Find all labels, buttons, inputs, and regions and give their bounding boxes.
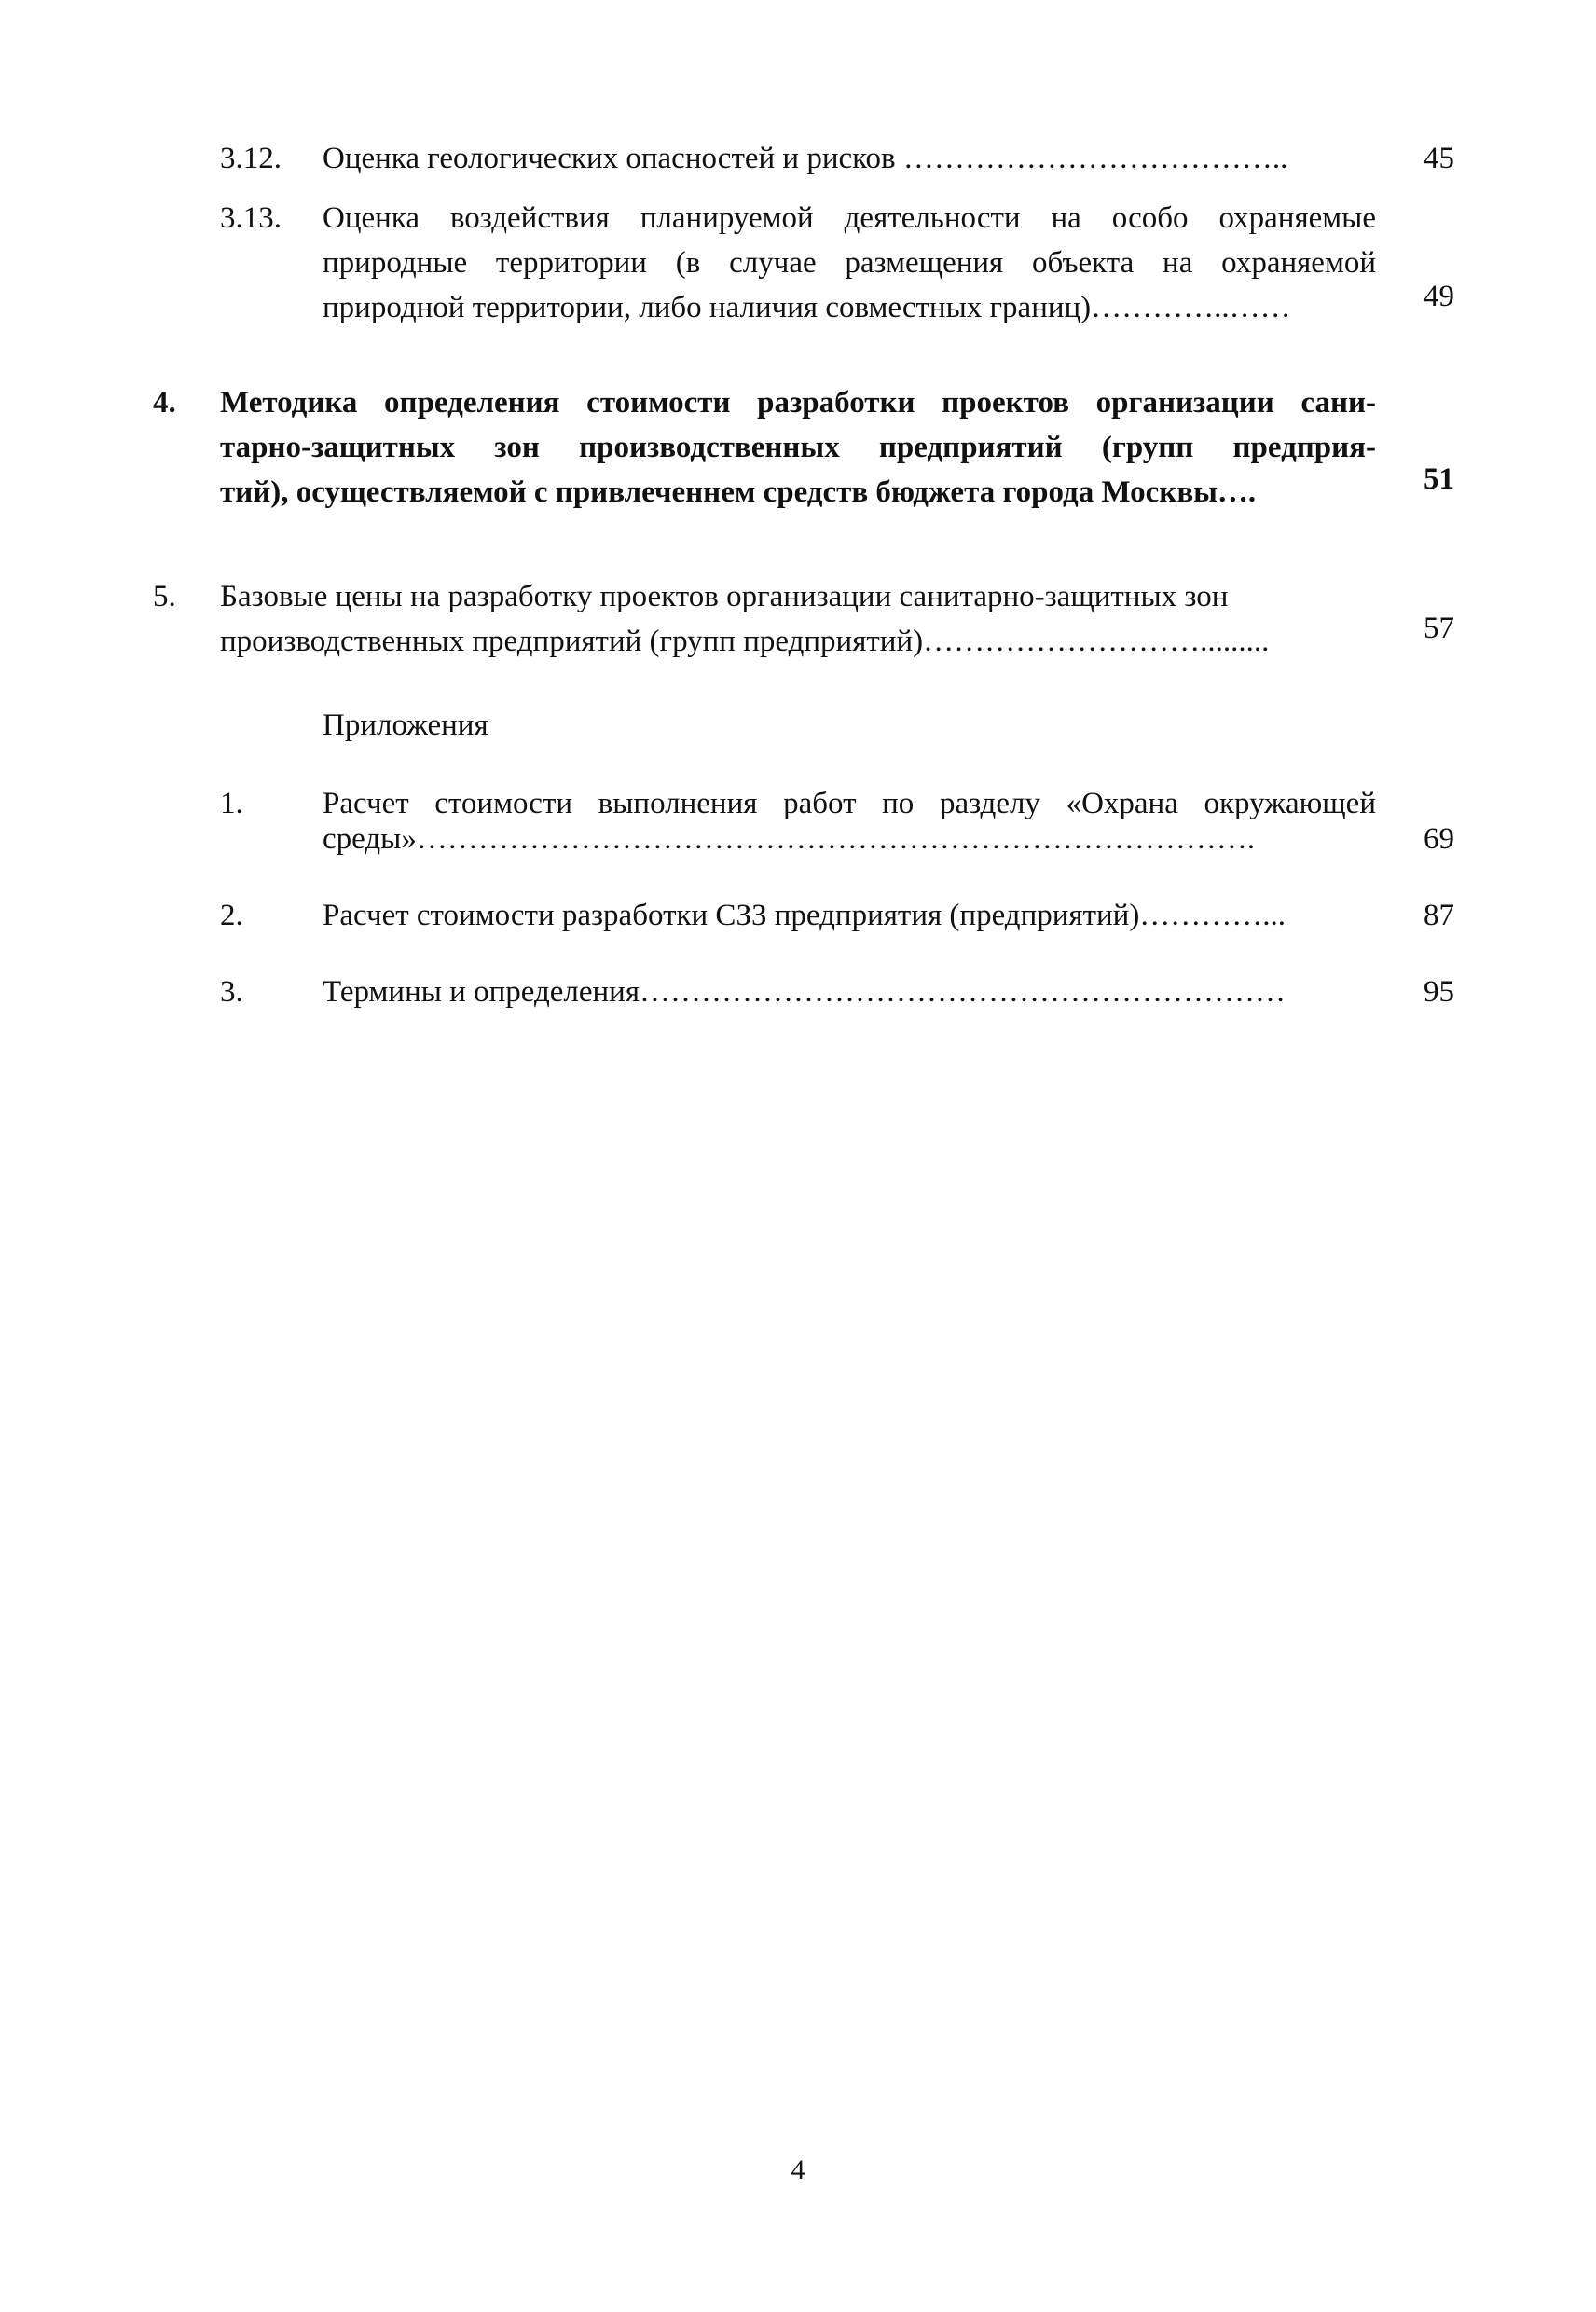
toc-entry-title: Термины и определения……………………………………………………… bbox=[323, 975, 1286, 1009]
toc-entry-number: 2. bbox=[220, 899, 243, 932]
page-number: 4 bbox=[791, 2154, 805, 2185]
toc-entry-title-line: тий), осуществляемой с привлеченнем средств бюджета города Москвы…. bbox=[220, 475, 1257, 509]
toc-entry-page: 87 bbox=[1424, 899, 1454, 932]
toc-entry-number: 3.13. bbox=[220, 201, 282, 235]
toc-entry-title-line: Базовые цены на разработку проектов организации санитарно-защитных зон bbox=[220, 580, 1229, 613]
toc-entry-page: 45 bbox=[1424, 142, 1454, 175]
toc-entry-title: Оценка геологических опасностей и рисков ……………………………….. bbox=[323, 142, 1288, 175]
toc-entry-title-line: Расчет стоимости выполнения работ по разделу «Охрана окружающей bbox=[323, 787, 1376, 820]
toc-entry-number: 3. bbox=[220, 975, 243, 1009]
toc-entry-title-line: Оценка воздействия планируемой деятельности на особо охраняемые bbox=[323, 201, 1376, 235]
toc-entry-number: 1. bbox=[220, 787, 243, 820]
toc-entry-title-line: природной территории, либо наличия совместных границ)…………..…… bbox=[323, 291, 1291, 324]
toc-entry-title-line: тарно-защитных зон производственных предприятий (групп предприя- bbox=[220, 431, 1376, 464]
toc-entry-title: Расчет стоимости разработки СЗЗ предприятия (предприятий)…………... bbox=[323, 899, 1286, 932]
toc-entry-title-line: природные территории (в случае размещения объекта на охраняемой bbox=[323, 246, 1376, 280]
toc-entry-number: 5. bbox=[153, 580, 176, 613]
toc-entry-page: 57 bbox=[1424, 612, 1454, 645]
toc-entry-number: 3.12. bbox=[220, 142, 282, 175]
toc-entry-page: 69 bbox=[1424, 822, 1454, 856]
toc-entry-number: 4. bbox=[153, 386, 176, 420]
toc-entry-title-line: производственных предприятий (групп предприятий)………………………......... bbox=[220, 625, 1270, 658]
toc-entry-title-line: среды»………………………………………………………………………. bbox=[323, 822, 1256, 856]
toc-entry-page: 95 bbox=[1424, 975, 1454, 1009]
toc-entry-page: 51 bbox=[1424, 462, 1454, 496]
toc-entry-title-line: Методика определения стоимости разработки проектов организации сани- bbox=[220, 386, 1376, 420]
toc-entry-page: 49 bbox=[1424, 280, 1454, 313]
appendix-heading: Приложения bbox=[323, 709, 488, 742]
